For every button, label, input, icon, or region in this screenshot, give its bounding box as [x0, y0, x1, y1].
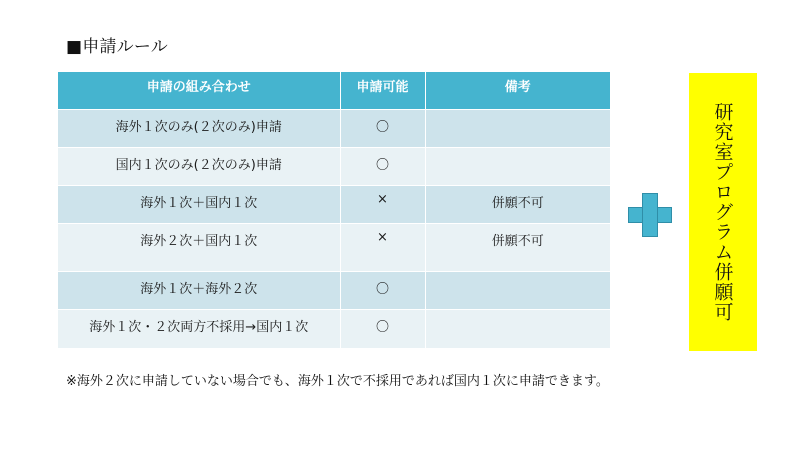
cell-combination: 国内１次のみ(２次のみ)申請: [58, 147, 340, 185]
header-possible: 申請可能: [340, 72, 425, 109]
cell-remarks: 併願不可: [425, 223, 610, 271]
table-row: [58, 109, 610, 147]
header-combination: 申請の組み合わせ: [58, 72, 340, 109]
cell-remarks: [425, 309, 610, 348]
cell-remarks: [425, 271, 610, 309]
cell-combination: 海外１次のみ(２次のみ)申請: [58, 109, 340, 147]
cell-combination: 海外２次＋国内１次: [58, 223, 340, 271]
table-header-row: [58, 72, 610, 109]
cell-combination: 海外１次＋国内１次: [58, 185, 340, 223]
plus-icon: [628, 193, 672, 237]
cell-remarks: [425, 147, 610, 185]
cell-possible: ×: [340, 185, 425, 223]
lab-program-box: [689, 73, 757, 351]
cell-remarks: 併願不可: [425, 185, 610, 223]
table-row: [58, 271, 610, 309]
footnote: ※海外２次に申請していない場合でも、海外１次で不採用であれば国内１次に申請できます。: [66, 374, 609, 389]
cell-possible: 〇: [340, 147, 425, 185]
rules-table: [58, 72, 610, 348]
cell-possible: ×: [340, 223, 425, 271]
header-remarks: 備考: [425, 72, 610, 109]
cell-possible: 〇: [340, 109, 425, 147]
lab-program-label: 研究室プログラム併願可: [711, 102, 734, 322]
cell-combination: 海外１次＋海外２次: [58, 271, 340, 309]
cell-possible: 〇: [340, 309, 425, 348]
page-title: ■申請ルール: [66, 37, 168, 57]
cell-remarks: [425, 109, 610, 147]
table-row: [58, 309, 610, 348]
cell-possible: 〇: [340, 271, 425, 309]
table-row: [58, 147, 610, 185]
table-row: [58, 223, 610, 271]
cell-combination: 海外１次・２次両方不採用→国内１次: [58, 309, 340, 348]
table-row: [58, 185, 610, 223]
